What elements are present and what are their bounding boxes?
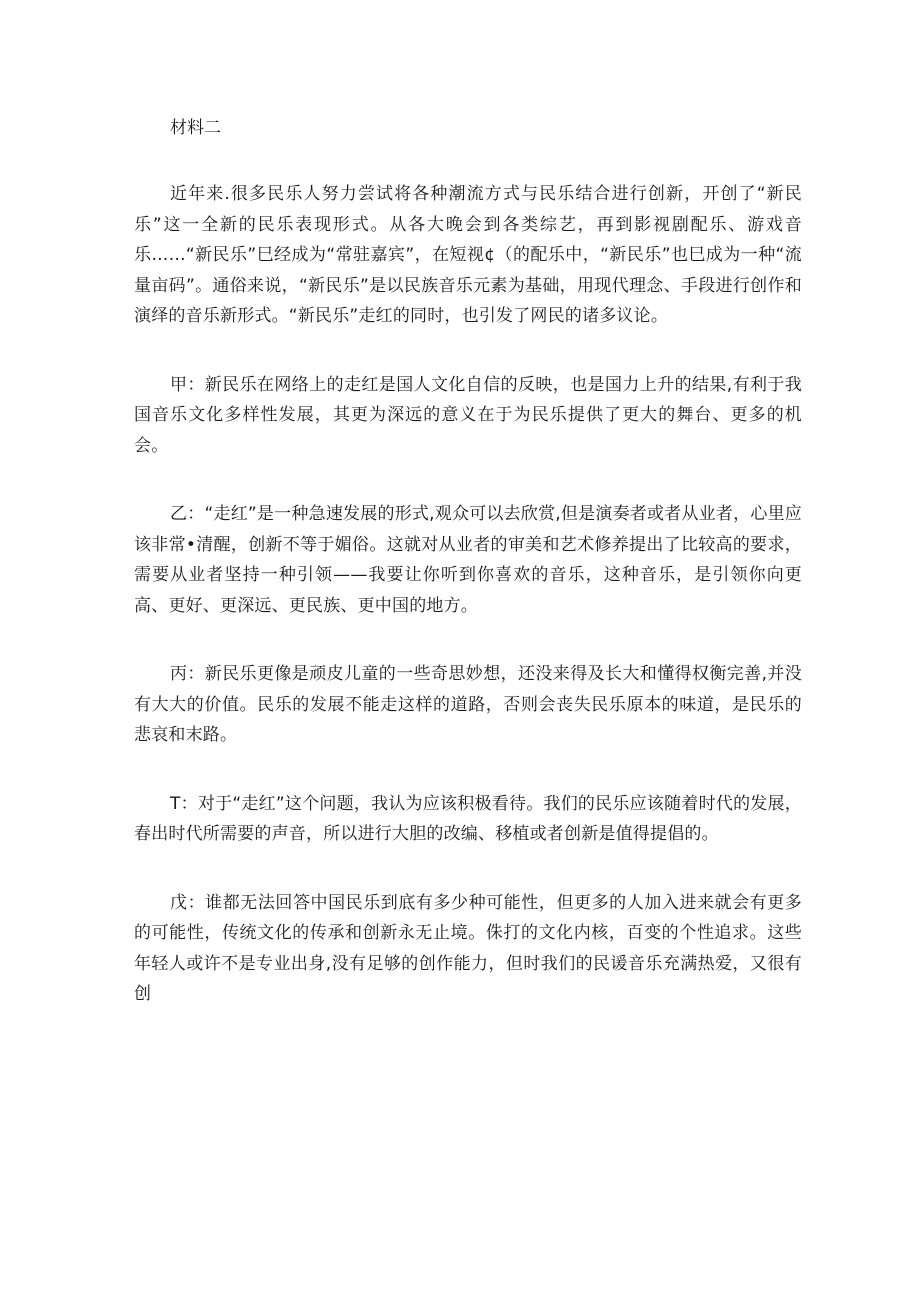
paragraph-opinion-wu: 戊：谁都无法回答中国民乐到底有多少种可能性，但更多的人加入进来就会有更多的可能性，传统文化的传承和创新永无止境。侏打的文化内核，百变的个性追求。这些年轻人或许不是专业出身,没有足够的创作能力，但时我们的民谖音乐充满热爱，又很有创 — [134, 892, 802, 1004]
paragraph-opinion-ding: T：对于“走红”这个问题，我认为应该积极看待。我们的民乐应该随着时代的发展，春出时代所需要的声音，所以进行大胆的改编、移植或者创新是值得提倡的。 — [134, 793, 802, 844]
paragraph-opinion-jia: 甲：新民乐在网络上的走红是国人文化自信的反映，也是国力上升的结果,有利于我国音乐文化多样性发展，其更为深远的意义在于为民乐提供了更大的舞台、更多的机会。 — [134, 374, 802, 456]
document-body — [134, 113, 802, 1010]
section-heading: 材料二 — [170, 118, 221, 138]
paragraph-intro: 近年来.很多民乐人努力尝试将各种潮流方式与民乐结合进行创新，开创了“新民乐”这一全新的民乐表现形式。从各大晚会到各类综艺，再到影视剧配乐、游戏音乐……“新民乐”巳经成为“常驻嘉宾”，在短视¢（的配乐中，“新民乐”也巳成为一种“流量亩码”。通俗来说，“新民乐”是以民族音乐元素为基础，用现代理念、手段进行创作和演绎的音乐新形式。“新民乐”走红的同时，也引发了网民的诸多议论。 — [134, 184, 802, 326]
paragraph-opinion-bing: 丙：新民乐更像是顽皮儿童的一些奇思妙想，还没来得及长大和懂得权衡完善,并没有大大的价值。民乐的发展不能走这样的道路，否则会丧失民乐原本的味道，是民乐的悲哀和末路。 — [134, 664, 802, 745]
paragraph-opinion-yi: 乙：“走红”是一种急速发展的形式,观众可以去欣赏,但是演奏者或者从业者，心里应该非常•清醒，创新不等于媚俗。这就对从业者的审美和艺术修养提出了比较高的要求，需要从业者坚持一种引领——我要让你听到你喜欢的音乐，这种音乐，是引领你向更高、更好、更深远、更民族、更中国的地方。 — [134, 504, 802, 616]
